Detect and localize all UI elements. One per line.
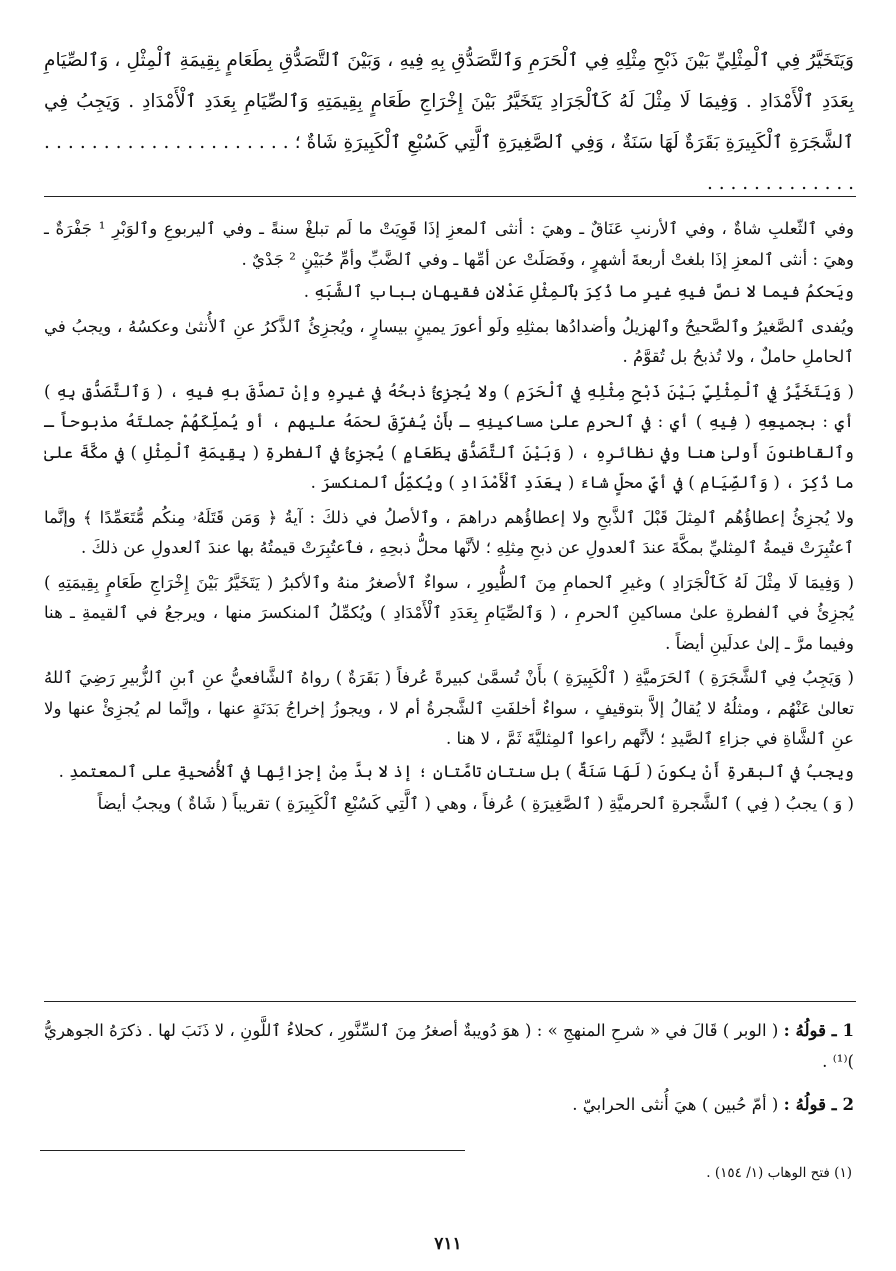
note-number: 2 ـ قولُهُ : xyxy=(783,1094,854,1114)
sharh-paragraph: ويُفدى ٱلصَّغيرُ وٱلصَّحيحُ وٱلهزيلُ وأضدادُها بمثلِهِ ولَو أعورَ يمينٍ بيسارٍ ، ويُجزِئُ ٱلذَّكرُ عنِ ٱلأُنثىٰ وعكسُهُ ، ويجبُ في ٱلحاملِ حاملٌ ، ولا تُذبحُ بل تُقوَّمُ . xyxy=(44,316,854,366)
note-text: ( الوبر ) قَالَ في « شرحِ المنهجِ » : ( هوَ دُويبةٌ أصغرُ مِنَ ٱلسِّنَّورِ ، كحلاءُ ٱللَّونِ ، لا ذَنَبَ لها . ذكرَهُ الجوهريُّ )⁽¹⁾ . xyxy=(44,1021,854,1071)
sharh-paragraph: ويجبُ في ٱلبقرةِ أَنْ يكونَ ( لَهَا سَنَةٌ ) بل سنتانِ تامَّتانِ ؛ إذ لا بدَّ مِنْ إجزائِها في ٱلأُضحيةِ على ٱلمعتمدِ . xyxy=(58,761,854,781)
margin-note xyxy=(44,1015,854,1077)
margin-notes xyxy=(44,1015,854,1132)
sharh-paragraph: ( وَفِيمَا لَا مِثْلَ لَهُ كَٱلْجَرَادِ ) وغيرِ ٱلحمامِ مِنَ ٱلطُّيورِ ، سواءٌ ٱلأصغرُ منهُ وٱلأكبرُ ( يَتَخَيَّرُ بَيْنَ إِخْرَاجِ طَعَامٍ بِقِيمَتِهِ ) يُجزِئُ في ٱلفطرةِ علىٰ مساكينِ ٱلحرمِ ، ( وَٱلصِّيَامِ بِعَدَدِ ٱلْأَمْدَادِ ) ويُكمِّلُ ٱلمنكسرَ منها ، ويرجعُ في ٱلقيمةِ ـ هنا وفيما مرَّ ـ إلىٰ عدلَينِ أيضاً . xyxy=(44,572,854,653)
note-number: 1 ـ قولُهُ : xyxy=(783,1020,854,1040)
sharh-paragraph: ويَحكمُ فيما لا نصَّ فيهِ غيرِ ما ذُكِرَ بٱلمِثْلِ عَدْلانِ فقيهانِ ببابِ ٱلشَّبَهِ . xyxy=(303,282,854,301)
separator-line xyxy=(44,1001,856,1002)
note-text: ( أمّ حُبين ) هيَ أُنثى الحرابيّ . xyxy=(572,1095,779,1114)
sharh-paragraph: وفي ٱلثّعلبِ شاةٌ ، وفي ٱلأرنبِ عَنَاقٌ ـ وهيَ : أنثى ٱلمعزِ إذَا قَوِيَتْ ما لَم تبلغْ سنةً ـ وفي ٱليربوعِ وٱلوَبْرِ ¹ جَفْرَةٌ ـ وهيَ : أنثى ٱلمعزِ إذَا بلغتْ أربعةَ أشهرٍ ، وفَصَلَتْ عن أمِّها ـ وفي ٱلضَّبِّ وأمِّ حُبَيْنٍ ² جَدْيٌ . xyxy=(44,219,854,269)
page-number: ٧١١ xyxy=(434,1234,462,1254)
matn-paragraph: وَيَتَخَيَّرُ فِي ٱلْمِثْلِيِّ بَيْنَ ذَبْحِ مِثْلِهِ فِي ٱلْحَرَمِ وَٱلتَّصَدُّقِ بِهِ فِيهِ ، وَبَيْنَ ٱلتَّصَدُّقِ بِطَعَامٍ بِقِيمَةِ ٱلْمِثْلِ ، وَٱلصِّيَامِ بِعَدَدِ ٱلْأَمْدَادِ . وَفِيمَا لَا مِثْلَ لَهُ كَٱلْجَرَادِ يَتَخَيَّرُ بَيْنَ إِخْرَاجِ طَعَامٍ بِقِيمَتِهِ وَٱلصِّيَامِ بِعَدَدِ ٱلْأَمْدَادِ . وَيَجِبُ فِي ٱلشَّجَرَةِ ٱلْكَبِيرَةِ بَقَرَةٌ لَهَا سَنَةٌ ، وَفِي ٱلصَّغِيرَةِ ٱلَّتِي كَسُبْعِ ٱلْكَبِيرَةِ شَاةٌ ؛ . . . . . . . . . . . . . . . . . . . . . . . . . . . . . . . . . . xyxy=(44,50,854,194)
matn-text xyxy=(44,40,854,204)
sharh-paragraph: ( وَ ) يجبُ ( فِي ) ٱلشَّجرةِ ٱلحرميَّةِ ( ٱلصَّغِيرَةِ ) عُرفاً ، وهي ( ٱلَّتِي كَسُبْعِ ٱلْكَبِيرَةِ ) تقريباً ( شَاةٌ ) ويجبُ أيضاً xyxy=(97,794,854,813)
sharh-paragraph: ولا يُجزِئُ إعطاؤُهُم ٱلمِثلَ قَبْلَ ٱلذَّبحِ ولا إعطاؤُهم دراهمَ ، وٱلأصلُ في ذلكَ : آيةُ ﴿ وَمَن قَتَلَهُۥ مِنكُم مُّتَعَمِّدًا ﴾ وإنَّما ٱعتُبِرَتْ قيمةُ ٱلمِثليِّ بمكَّةَ عندَ ٱلعدولِ عن ذبحِ مِثلِهِ ؛ لأنَّها محلُّ ذبحِهِ ، فٱعتُبِرَتْ قيمتُهُ بها عندَ ٱلعدولِ عن ذلكَ . xyxy=(44,507,854,557)
sharh-paragraph: ( وَيَجِبُ فِي ٱلشَّجَرَةِ ) ٱلحَرَميَّةِ ( ٱلْكَبِيرَةِ ) بأَنْ تُسمَّىٰ كبيرةً عُرفاً ( بَقَرَةٌ ) رواهُ ٱلشَّافعيُّ عنِ ٱبنِ ٱلزُّبيرِ رَضِيَ ٱللهُ تعالىٰ عَنْهُم ، ومثلُهُ لا يُقالُ إلاَّ بتوقيفٍ ، سواءٌ أخلفَتِ ٱلشَّجرةُ أم لا ، ويجوزُ إخراجُ بَدَنَةٍ عنها ، وإنَّما لم يُجزِئْ عنها ولا عنِ ٱلشَّاةِ في جزاءِ ٱلصَّيدِ ؛ لأنَّهم راعوا ٱلمِثليَّةَ ثَمَّ ، لا هنا . xyxy=(44,668,854,748)
footnote-rule xyxy=(40,1150,465,1151)
sharh-commentary xyxy=(44,214,854,822)
separator-line xyxy=(44,196,856,197)
sharh-paragraph: ( وَيَتَخَيَّرُ فِي ٱلْمِثْلِيِّ بَيْنَ ذَبْحِ مِثْلِهِ فِي ٱلْحَرَمِ ) ولا يُجزِئُ ذبحُهُ في غيرِهِ وإنْ تصدَّقَ بهِ فيهِ ، ( وَٱلتَّصَدُّقِ بِهِ ) أي : بجميعِهِ ( فِيهِ ) أي : في ٱلحرمِ علىٰ مساكينِهِ ـ بأَنْ يُفرِّقَ لحمَهُ عليهم ، أو يُملِّكَهُمْ جملتَهُ مذبوحاً ـ وٱلقاطنونَ أَولىٰ هنا وفي نظائرِهِ ، ( وَبَيْنَ ٱلتَّصَدُّقِ بِطَعَامٍ ) يُجزِئُ في ٱلفطرةِ ( بِقِيمَةِ ٱلْمِثْلِ ) في مكَّةَ علىٰ ما ذُكِرَ ، ( وَٱلصِّيَامِ ) في أيِّ محلٍّ شاءَ ( بِعَدَدِ ٱلْأَمْدَادِ ) ويُكمِّلُ ٱلمنكسرَ . xyxy=(44,381,854,492)
footnote: (١) فتح الوهاب (١/ ١٥٤) . xyxy=(706,1165,852,1181)
margin-note xyxy=(44,1089,854,1120)
